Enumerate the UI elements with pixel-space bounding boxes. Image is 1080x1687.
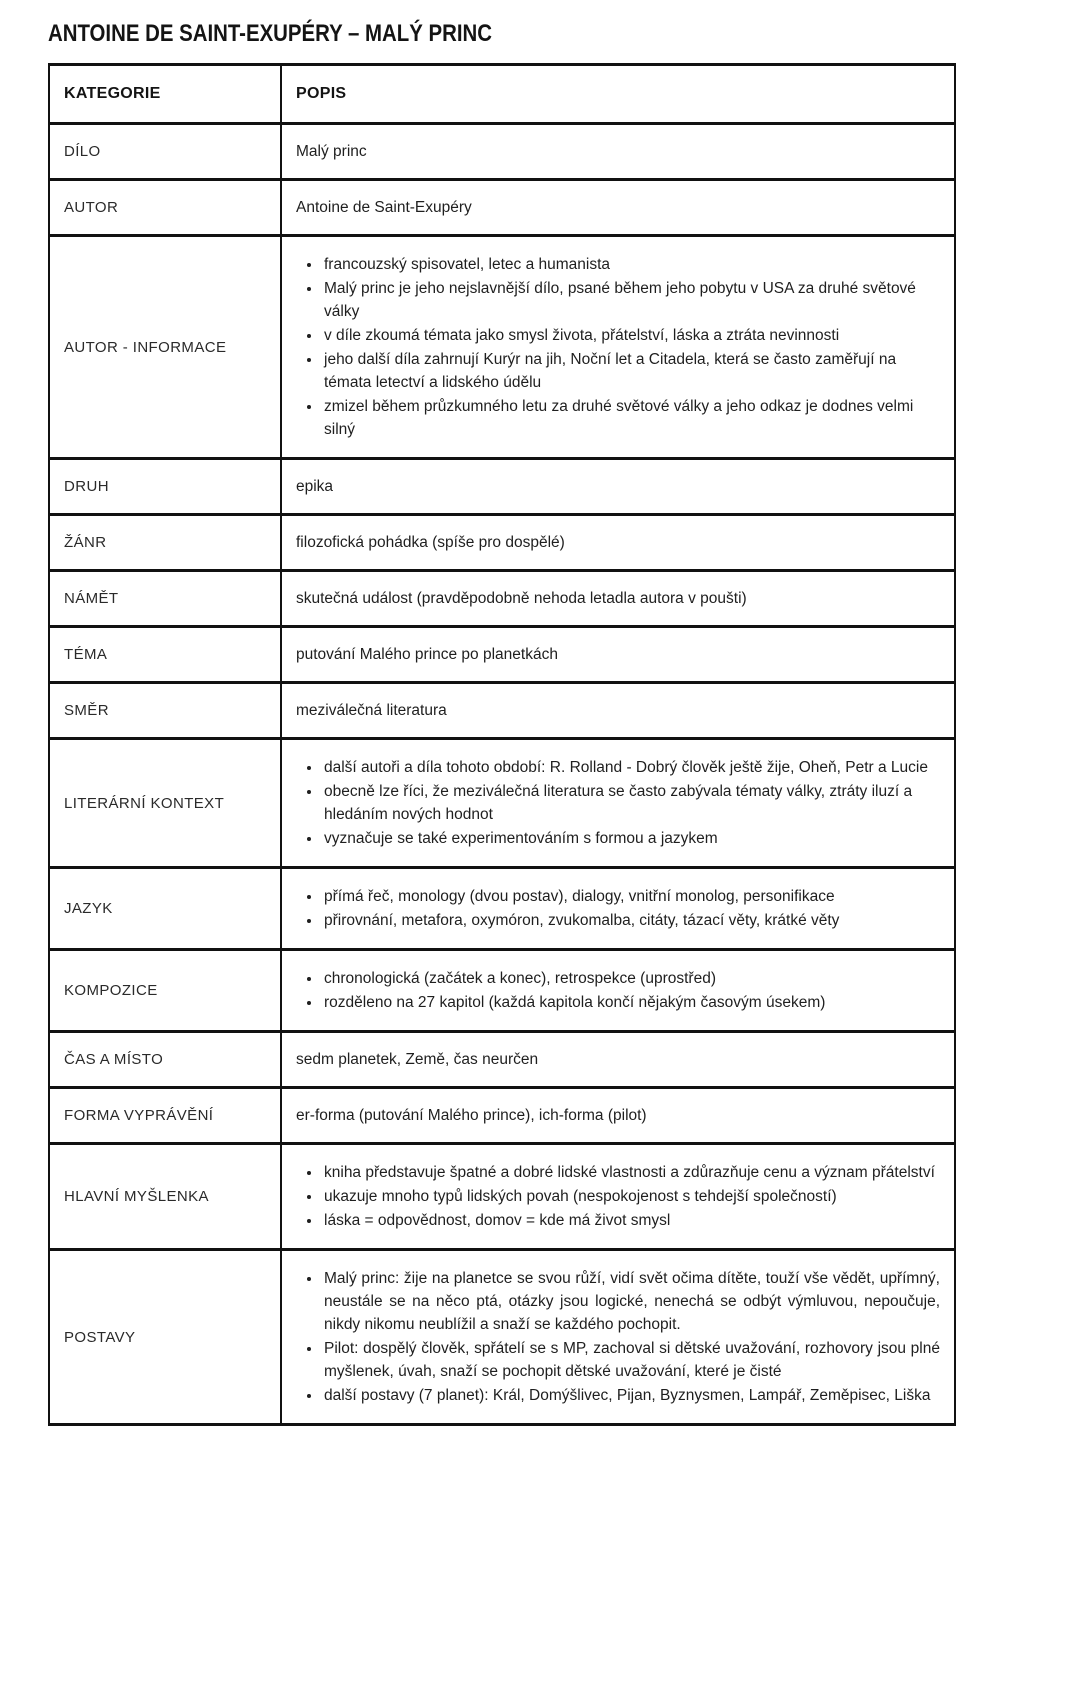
table-row bbox=[49, 1250, 955, 1425]
table-row bbox=[49, 1144, 955, 1250]
bullet-item: • v díle zkoumá témata jako smysl života, přátelství, láska a ztráta nevinnosti bbox=[322, 324, 940, 347]
header-kategorie: KATEGORIE bbox=[49, 65, 281, 124]
table-row bbox=[49, 236, 955, 459]
description-cell bbox=[281, 683, 955, 739]
table-row bbox=[49, 459, 955, 515]
bullet-item: • vyznačuje se také experimentováním s formou a jazykem bbox=[322, 827, 940, 850]
category-cell: DÍLO bbox=[49, 124, 281, 180]
bullet-list bbox=[296, 1267, 940, 1407]
table-row bbox=[49, 627, 955, 683]
description-text: epika bbox=[296, 478, 334, 495]
description-cell bbox=[281, 950, 955, 1032]
bullet-item: • kniha představuje špatné a dobré lidské vlastnosti a zdůrazňuje cenu a význam přátelství bbox=[322, 1161, 940, 1184]
header-popis: POPIS bbox=[281, 65, 955, 124]
category-cell: HLAVNÍ MYŠLENKA bbox=[49, 1144, 281, 1250]
bullet-item: • Pilot: dospělý člověk, spřátelí se s MP, zachoval si dětské uvažování, rozhovory jsou plné myšlenek, úvah, snaží se pochopit dětské uvažování, které je čisté bbox=[322, 1337, 940, 1383]
bullet-list bbox=[296, 1161, 940, 1232]
info-table bbox=[48, 63, 956, 1426]
description-cell bbox=[281, 1032, 955, 1088]
description-cell bbox=[281, 236, 955, 459]
description-cell bbox=[281, 868, 955, 950]
category-cell: SMĚR bbox=[49, 683, 281, 739]
description-cell bbox=[281, 1250, 955, 1425]
description-text: filozofická pohádka (spíše pro dospělé) bbox=[296, 534, 565, 551]
description-text: er-forma (putování Malého prince), ich-forma (pilot) bbox=[296, 1107, 647, 1124]
category-cell: ŽÁNR bbox=[49, 515, 281, 571]
description-cell bbox=[281, 1088, 955, 1144]
table-row bbox=[49, 1032, 955, 1088]
bullet-item: • přímá řeč, monology (dvou postav), dialogy, vnitřní monolog, personifikace bbox=[322, 885, 940, 908]
description-cell bbox=[281, 1144, 955, 1250]
bullet-item: • zmizel během průzkumného letu za druhé světové války a jeho odkaz je dodnes velmi silný bbox=[322, 395, 940, 441]
category-cell: KOMPOZICE bbox=[49, 950, 281, 1032]
table-row bbox=[49, 739, 955, 868]
bullet-item: • chronologická (začátek a konec), retrospekce (uprostřed) bbox=[322, 967, 940, 990]
page-title: ANTOINE DE SAINT-EXUPÉRY – MALÝ PRINC bbox=[48, 20, 492, 47]
category-cell: NÁMĚT bbox=[49, 571, 281, 627]
description-text: meziválečná literatura bbox=[296, 702, 447, 719]
bullet-item: • jeho další díla zahrnují Kurýr na jih, Noční let a Citadela, která se často zaměřují na témata letectví a lidského údělu bbox=[322, 348, 940, 394]
bullet-item: • přirovnání, metafora, oxymóron, zvukomalba, citáty, tázací věty, krátké věty bbox=[322, 909, 940, 932]
description-text: skutečná událost (pravděpodobně nehoda letadla autora v poušti) bbox=[296, 590, 747, 607]
description-text: Malý princ bbox=[296, 143, 367, 160]
category-cell: AUTOR bbox=[49, 180, 281, 236]
bullet-item: • láska = odpovědnost, domov = kde má život smysl bbox=[322, 1209, 940, 1232]
category-cell: JAZYK bbox=[49, 868, 281, 950]
bullet-list bbox=[296, 885, 940, 932]
table-row bbox=[49, 1088, 955, 1144]
category-cell: LITERÁRNÍ KONTEXT bbox=[49, 739, 281, 868]
bullet-item: • Malý princ: žije na planetce se svou růží, vidí svět očima dítěte, touží vše vědět, upřímný, neustále se na něco ptá, otázky jsou logické, nenechá se odbýt výmluvou, nepoučuje, nikdy nikomu neublížil a snaží se každého pochopit. bbox=[322, 1267, 940, 1336]
table-row bbox=[49, 868, 955, 950]
table-row bbox=[49, 515, 955, 571]
bullet-item: • ukazuje mnoho typů lidských povah (nespokojenost s tehdejší společností) bbox=[322, 1185, 940, 1208]
category-cell: FORMA VYPRÁVĚNÍ bbox=[49, 1088, 281, 1144]
description-cell bbox=[281, 124, 955, 180]
table-row bbox=[49, 180, 955, 236]
description-text: Antoine de Saint-Exupéry bbox=[296, 199, 472, 216]
category-cell: ČAS A MÍSTO bbox=[49, 1032, 281, 1088]
bullet-list bbox=[296, 756, 940, 850]
bullet-item: • Malý princ je jeho nejslavnější dílo, psané během jeho pobytu v USA za druhé světové války bbox=[322, 277, 940, 323]
description-cell bbox=[281, 571, 955, 627]
table-row bbox=[49, 683, 955, 739]
description-text: sedm planetek, Země, čas neurčen bbox=[296, 1051, 539, 1068]
description-cell bbox=[281, 739, 955, 868]
table-row bbox=[49, 950, 955, 1032]
bullet-item: • francouzský spisovatel, letec a humanista bbox=[322, 253, 940, 276]
bullet-item: • další postavy (7 planet): Král, Domýšlivec, Pijan, Byznysmen, Lampář, Zeměpisec, Liška bbox=[322, 1384, 940, 1407]
category-cell: DRUH bbox=[49, 459, 281, 515]
category-cell: AUTOR - INFORMACE bbox=[49, 236, 281, 459]
description-cell bbox=[281, 180, 955, 236]
header-row bbox=[49, 65, 955, 124]
table-row bbox=[49, 571, 955, 627]
description-cell bbox=[281, 627, 955, 683]
bullet-list bbox=[296, 967, 940, 1014]
bullet-item: • obecně lze říci, že meziválečná literatura se často zabývala tématy války, ztráty iluzí a hledáním nových hodnot bbox=[322, 780, 940, 826]
bullet-item: • další autoři a díla tohoto období: R. Rolland - Dobrý člověk ještě žije, Oheň, Petr a Lucie bbox=[322, 756, 940, 779]
description-text: putování Malého prince po planetkách bbox=[296, 646, 558, 663]
description-cell bbox=[281, 515, 955, 571]
table-body bbox=[49, 124, 955, 1425]
table-row bbox=[49, 124, 955, 180]
table-header bbox=[49, 65, 955, 124]
category-cell: TÉMA bbox=[49, 627, 281, 683]
bullet-list bbox=[296, 253, 940, 441]
category-cell: POSTAVY bbox=[49, 1250, 281, 1425]
description-cell bbox=[281, 459, 955, 515]
bullet-item: • rozděleno na 27 kapitol (každá kapitola končí nějakým časovým úsekem) bbox=[322, 991, 940, 1014]
